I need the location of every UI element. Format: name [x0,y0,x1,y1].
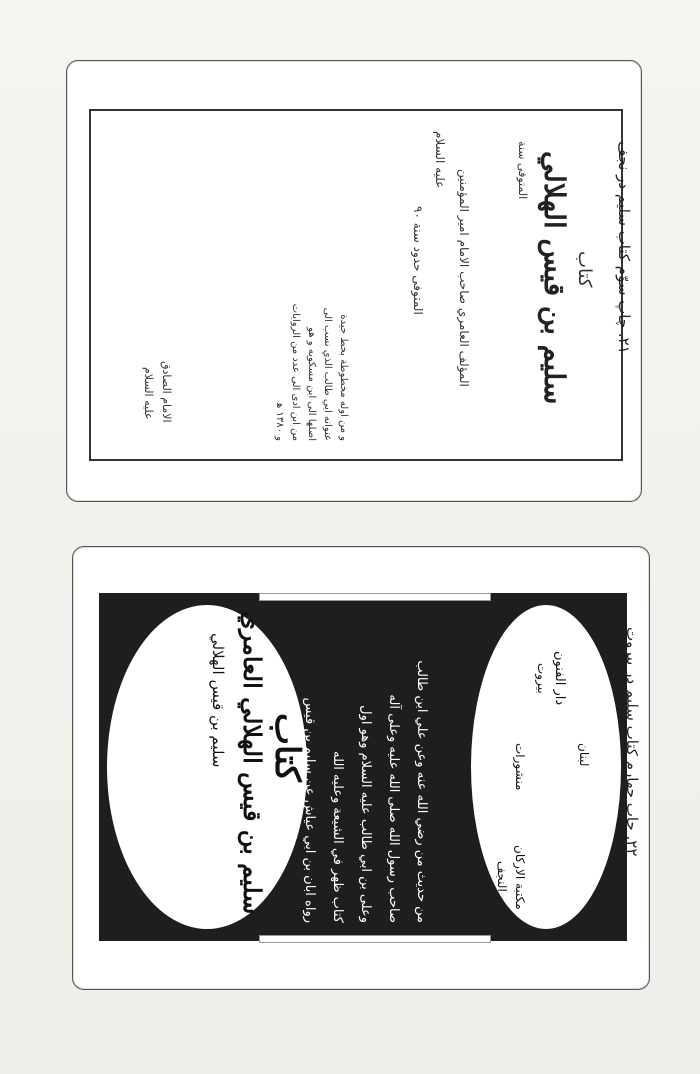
cover-subtitle: سليم بن قيس الهلالي [209,633,227,768]
header-word: كتاب [574,251,595,288]
cover-book-title: سليم بن قيس الهلالي العامري [238,611,267,915]
cover-band [279,623,429,923]
band-line: من حديث من رضي الله عنه وعن علي ابن طالب [414,660,429,923]
publisher-2: مكتبة الاركان [513,845,527,910]
publisher-1: دار الفنون [552,651,567,706]
author-line-1: المؤلف العامري صاحب الامام امير المؤمنين [457,169,471,387]
city-3: لبنان [577,743,591,767]
city-1: بيروت [535,663,549,694]
block-line: عنوانه ابي طالب الذي نسب الى [322,307,333,441]
city-2: النجف [495,861,509,892]
band-line: رواه ابان بن ابي عياش عن سليم بن قيس [302,697,317,923]
cover-background [99,593,627,941]
band-line: وعلى بن ابي طالب عليه السلام وهو اول [358,705,373,923]
block-line: من ابن ادى الى عدد من الروايات [290,303,301,441]
band-line: كتاب ظهر في الشيعة وعليه الله [330,751,345,923]
band-line: صاحب رسول الله صلى الله عليه وعلى آله [386,694,401,923]
book-title: سليم بن قيس الهلالي [538,151,571,405]
publisher-label: منشورات [513,743,527,791]
author-line-3: المتوفى حدود سنة ٩٠ [411,206,425,315]
figure-21-plate [66,60,642,502]
figure-22-plate [72,546,650,990]
block-line: و ١٣٨٠ ه‍ [274,403,285,441]
subtitle: المتوفى سنة [516,141,529,200]
footer-line-2: عليه السلام [142,367,155,420]
text-block [269,141,349,441]
figure-22-caption: ۲۲. چاپ چهارم كتاب سليم در بيروت [623,627,641,857]
cover-header-word: كتاب [267,713,307,782]
title-page-frame [89,109,623,461]
figure-21-caption: ۲۱. چاپ سوّم كتاب سليم در نجف [615,141,633,354]
block-line: اصلها الى ابن مسكويه و هو [306,327,317,441]
footer-line-1: الامام الصادق [160,361,173,423]
block-line: و من اوله مخطوطة بخط جيدة [338,314,349,441]
author-line-2: عليه السلام [433,131,447,189]
